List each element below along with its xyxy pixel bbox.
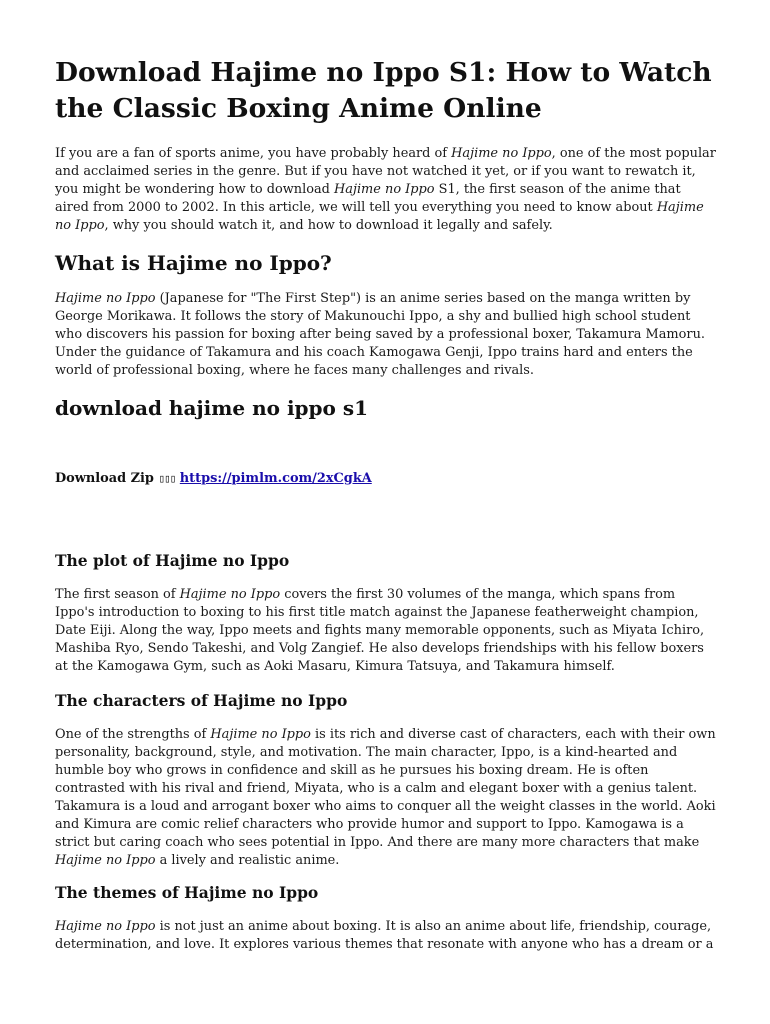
intro-italic-3: Hajime no Ippo [55, 200, 704, 233]
plot-text-1: The first season of [55, 587, 180, 602]
characters-text-2: is its rich and diverse cast of characters, each with their own personality, background, style, and motivation. The main character, Ippo, is a kind-hearted and humble boy who grows in confidence and skill as he pursues his boxing dream. He is often contrasted with his rival and friend, Miyata, who is a calm and elegant boxer with a genius talent. Takamura is a loud and arrogant boxer who aims to conquer all the weight classes in the world. Aoki and Kimura are comic relief characters who provide humor and support to Ippo. Kamogawa is a strict but caring coach who sees potential in Ippo. And there are many more characters that make [55, 727, 716, 850]
characters-text-1: One of the strengths of [55, 727, 211, 742]
characters-heading: The characters of Hajime no Ippo [55, 691, 348, 710]
plot-paragraph [55, 586, 717, 676]
download-heading: download hajime no ippo s1 [55, 396, 368, 420]
intro-text-2: , one of the most popular and acclaimed series in the genre. But if you have not watched it yet, or if you want to rewatch it, you might be wondering how to download [55, 146, 716, 197]
what-is-italic: Hajime no Ippo [55, 291, 156, 306]
plot-heading: The plot of Hajime no Ippo [55, 551, 290, 570]
themes-italic: Hajime no Ippo [55, 919, 156, 934]
plot-text-2: covers the first 30 volumes of the manga, which spans from Ippo's introduction to boxing to his first title match against the Japanese featherweight champion, Date Eiji. Along the way, Ippo meets and fights many memorable opponents, such as Miyata Ichiro, Mashiba Ryo, Sendo Takeshi, and Volg Zangief. He also develops friendships with his fellow boxers at the Kamogawa Gym, such as Aoki Masaru, Kimura Tatsuya, and Takamura himself. [55, 587, 705, 674]
characters-text-3: a lively and realistic anime. [155, 853, 340, 868]
download-link[interactable]: https://pimlm.com/2xCgkA [179, 471, 372, 486]
themes-text: is not just an anime about boxing. It is also an anime about life, friendship, courage, determination, and love. It explores various themes that resonate with anyone who has a dream or a [55, 919, 714, 952]
what-is-heading: What is Hajime no Ippo? [55, 251, 332, 275]
article-title: Download Hajime no Ippo S1: How to Watch the Classic Boxing Anime Online [55, 57, 712, 124]
intro-text-1: If you are a fan of sports anime, you have probably heard of [55, 146, 452, 161]
what-is-paragraph [55, 290, 717, 380]
plot-italic: Hajime no Ippo [179, 587, 281, 602]
intro-paragraph [55, 145, 717, 235]
characters-italic-1: Hajime no Ippo [210, 727, 311, 742]
characters-paragraph [55, 726, 717, 870]
download-zip-label: Download Zip [55, 471, 154, 486]
arrow-glyphs-icon: ▯▯▯ [158, 472, 176, 485]
what-is-text: (Japanese for "The First Step") is an anime series based on the manga written by George Morikawa. It follows the story of Makunouchi Ippo, a shy and bullied high school student who discovers his passion for boxing after being saved by a professional boxer, Takamura Mamoru. Under the guidance of Takamura and his coach Kamogawa Genji, Ippo trains hard and enters the world of professional boxing, where he faces many challenges and rivals. [55, 291, 705, 378]
themes-heading: The themes of Hajime no Ippo [55, 883, 319, 902]
intro-text-4: , why you should watch it, and how to download it legally and safely. [104, 218, 553, 233]
download-zip-line [55, 470, 372, 488]
intro-italic-1: Hajime no Ippo [451, 146, 552, 161]
characters-italic-2: Hajime no Ippo [55, 853, 156, 868]
intro-italic-2: Hajime no Ippo [334, 182, 435, 197]
intro-text-3: S1, the first season of the anime that aired from 2000 to 2002. In this article, we will tell you everything you need to know about [55, 182, 681, 215]
themes-paragraph [55, 918, 717, 954]
